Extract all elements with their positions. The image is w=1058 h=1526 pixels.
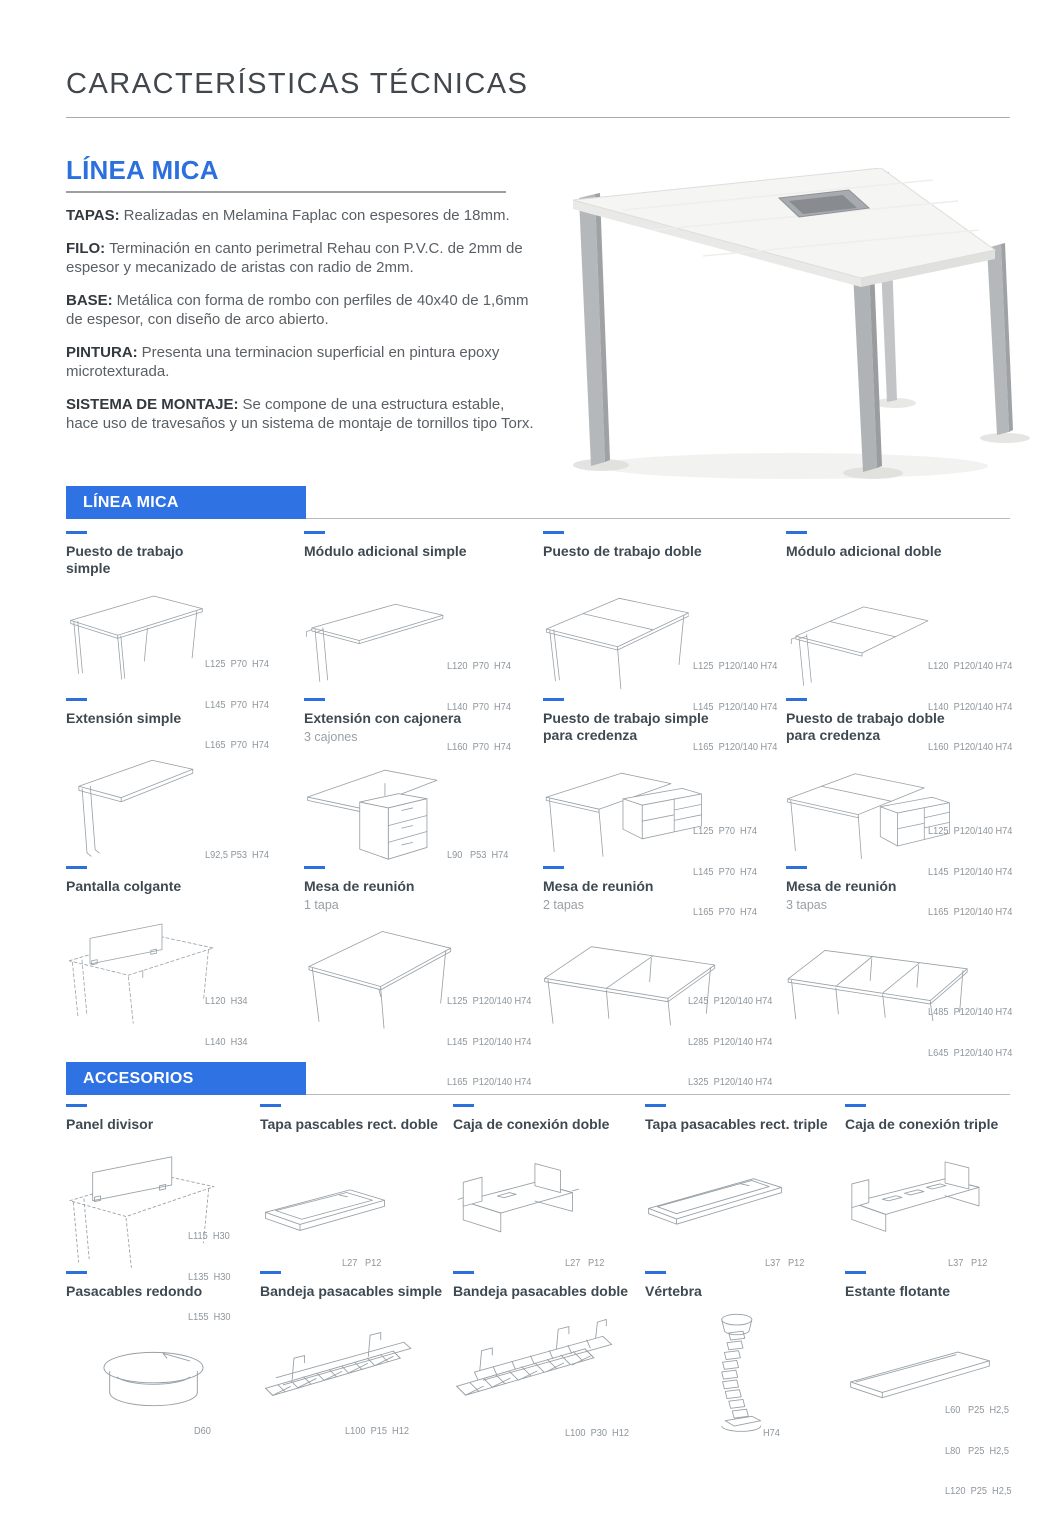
product-sketch-desk-double <box>543 587 689 692</box>
product-name: Pantalla colgante <box>66 878 182 894</box>
product-subtitle: 3 tapas <box>786 898 828 912</box>
paragraph-text: Realizadas en Melamina Faplac con espesores de 18mm. <box>123 207 510 224</box>
product-dimensions: L27 P12 <box>565 1258 605 1269</box>
product-dimensions: L120 P120/140 H74 L140 P120/140 H74 L160 P120/140 H74 <box>928 661 1013 753</box>
accent-dash <box>304 531 325 534</box>
line-heading: LÍNEA MICA <box>66 155 219 185</box>
product-sketch-connection-box-triple <box>845 1150 985 1239</box>
accent-dash <box>260 1271 281 1274</box>
product-name: Módulo adicional simple <box>304 543 467 559</box>
product-name: Mesa de reunión <box>304 878 415 894</box>
section-accesorios <box>66 1062 1010 1095</box>
accessory-card <box>845 1271 1058 1497</box>
accent-dash <box>66 531 87 534</box>
product-name: Puesto de trabajo simple para credenza <box>543 710 709 743</box>
product-dimensions: L37 P12 <box>765 1258 805 1269</box>
product-name: Panel divisor <box>66 1116 154 1132</box>
accent-dash <box>645 1104 666 1107</box>
accent-dash <box>304 698 325 701</box>
product-dimensions: L92,5 P53 H74 <box>205 850 269 861</box>
section-banner-accesorios: ACCESORIOS <box>66 1062 306 1095</box>
line-heading-underline <box>66 191 506 193</box>
product-dimensions: L125 P120/140 H74 L145 P120/140 H74 L165 P120/140 H74 <box>447 996 532 1088</box>
accessory-card <box>453 1271 643 1441</box>
product-name: Bandeja pasacables doble <box>453 1283 629 1299</box>
product-sketch-extension-drawers <box>304 750 439 876</box>
product-subtitle: 1 tapa <box>304 898 339 912</box>
paragraph-tapas <box>66 206 538 226</box>
product-name: Caja de conexión doble <box>453 1116 610 1132</box>
product-dimensions: L90 P53 H74 <box>447 850 509 861</box>
mica-desk-render <box>543 168 1048 488</box>
product-name: Extensión simple <box>66 710 182 726</box>
product-dimensions: L100 P30 H12 <box>565 1428 629 1439</box>
product-name: Extensión con cajonera <box>304 710 462 726</box>
product-sketch-credenza-simple <box>543 762 703 866</box>
accent-dash <box>260 1104 281 1107</box>
intro-paragraphs <box>66 206 538 447</box>
product-dimensions: L115 H30 L135 H30 L155 H30 <box>188 1231 231 1323</box>
product-name: Mesa de reunión <box>786 878 897 894</box>
accent-dash <box>543 698 564 701</box>
product-dimensions: L125 P120/140 H74 L145 P120/140 H74 L165 P120/140 H74 <box>928 826 1013 918</box>
paragraph-base <box>66 291 538 330</box>
accent-dash <box>786 698 807 701</box>
product-card <box>304 866 539 1088</box>
product-dimensions: L27 P12 <box>342 1258 382 1269</box>
accent-dash <box>845 1104 866 1107</box>
header-divider <box>66 117 1010 118</box>
accent-dash <box>543 866 564 869</box>
accent-dash <box>453 1104 474 1107</box>
paragraph-text: Metálica con forma de rombo con perfiles de 40x40 de 1,6mm de espesor, con diseño de arco abierto. <box>66 291 529 328</box>
paragraph-label: TAPAS: <box>66 207 120 224</box>
accessory-card <box>260 1271 450 1441</box>
product-dimensions: L100 P15 H12 <box>345 1426 409 1437</box>
accessory-card <box>66 1271 256 1441</box>
product-dimensions: L125 P70 H74 L145 P70 H74 L165 P70 H74 <box>693 826 757 918</box>
product-sketch-cable-cover-triple <box>645 1156 785 1239</box>
accent-dash <box>786 531 807 534</box>
accent-dash <box>786 866 807 869</box>
product-card <box>786 866 1058 1059</box>
accessory-card <box>845 1104 1058 1269</box>
paragraph-pintura <box>66 343 538 382</box>
product-sketch-cable-tray-double <box>453 1315 618 1413</box>
product-dimensions: H74 <box>763 1428 780 1439</box>
paragraph-text: Terminación en canto perimetral Rehau con P.V.C. de 2mm de espesor y mecanizado de aristas con radio de 2mm. <box>66 239 523 276</box>
accessory-card <box>645 1104 840 1269</box>
product-dimensions: L245 P120/140 H74 L285 P120/140 H74 L325 P120/140 H74 <box>688 996 773 1088</box>
accent-dash <box>66 698 87 701</box>
product-name: Puesto de trabajo simple <box>66 543 184 576</box>
section-banner-linea-mica: LÍNEA MICA <box>66 486 306 519</box>
accent-dash <box>66 866 87 869</box>
product-dimensions: L120 P70 H74 L140 P70 H74 L160 P70 H74 <box>447 661 511 753</box>
product-sketch-connection-box-double <box>453 1148 581 1238</box>
paragraph-label: BASE: <box>66 291 113 309</box>
product-dimensions: L485 P120/140 H74 L645 P120/140 H74 <box>928 1007 1013 1059</box>
product-subtitle: 2 tapas <box>543 898 585 912</box>
accent-dash <box>645 1271 666 1274</box>
product-name: Módulo adicional doble <box>786 543 942 559</box>
product-dimensions: D60 <box>194 1426 211 1437</box>
product-sketch-extension-simple <box>74 744 196 866</box>
accent-dash <box>66 1104 87 1107</box>
product-name: Tapa pasacables rect. triple <box>645 1116 828 1132</box>
paragraph-label: PINTURA: <box>66 343 138 361</box>
accessory-card <box>453 1104 643 1269</box>
product-name: Estante flotante <box>845 1283 951 1299</box>
paragraph-montaje <box>66 395 538 434</box>
paragraph-text: Presenta una terminacion superficial en pintura epoxy microtexturada. <box>66 343 500 380</box>
product-dimensions: L125 P70 H74 L145 P70 H74 L165 P70 H74 <box>205 659 269 751</box>
product-sketch-credenza-double <box>786 758 951 868</box>
product-card <box>66 698 301 863</box>
product-card <box>66 866 301 1048</box>
product-name: Pasacables redondo <box>66 1283 203 1299</box>
accent-dash <box>453 1271 474 1274</box>
product-name: Caja de conexión triple <box>845 1116 999 1132</box>
page-title: CARACTERÍSTICAS TÉCNICAS <box>66 68 529 100</box>
product-name: Vértebra <box>645 1283 702 1299</box>
product-name: Bandeja pasacables simple <box>260 1283 443 1299</box>
product-dimensions: L37 P12 <box>948 1258 988 1269</box>
paragraph-label: SISTEMA DE MONTAJE: <box>66 395 239 413</box>
product-sketch-module-double <box>786 593 932 693</box>
accessory-card <box>645 1271 840 1441</box>
product-dimensions: L120 H34 L140 H34 <box>205 996 248 1048</box>
product-name: Mesa de reunión <box>543 878 654 894</box>
paragraph-text: Se compone de una estructura estable, hace uso de travesaños y un sistema de montaje de tornillos tipo Torx. <box>66 395 534 432</box>
accent-dash <box>543 531 564 534</box>
paragraph-filo <box>66 239 538 278</box>
product-sketch-module-simple <box>304 593 446 688</box>
product-card <box>543 866 783 1088</box>
product-card <box>304 698 539 863</box>
product-subtitle: 3 cajones <box>304 730 358 744</box>
product-sketch-hanging-screen <box>66 916 218 1028</box>
product-dimensions: L60 P25 H2,5 L80 P25 H2,5 L120 P25 H2,5 <box>945 1405 1012 1497</box>
product-sketch-meeting-table-1 <box>304 918 454 1035</box>
product-name: Puesto de trabajo doble para credenza <box>786 710 945 743</box>
accessory-card <box>260 1104 450 1269</box>
accent-dash <box>66 1271 87 1274</box>
section-linea-mica <box>66 486 1010 519</box>
paragraph-label: FILO: <box>66 239 106 257</box>
product-dimensions: L125 P120/140 H74 L145 P120/140 H74 L165 P120/140 H74 <box>693 661 778 753</box>
product-sketch-desk-simple <box>66 589 207 683</box>
product-name: Tapa pascables rect. doble <box>260 1116 438 1132</box>
accent-dash <box>304 866 325 869</box>
product-name: Puesto de trabajo doble <box>543 543 702 559</box>
accent-dash <box>845 1271 866 1274</box>
